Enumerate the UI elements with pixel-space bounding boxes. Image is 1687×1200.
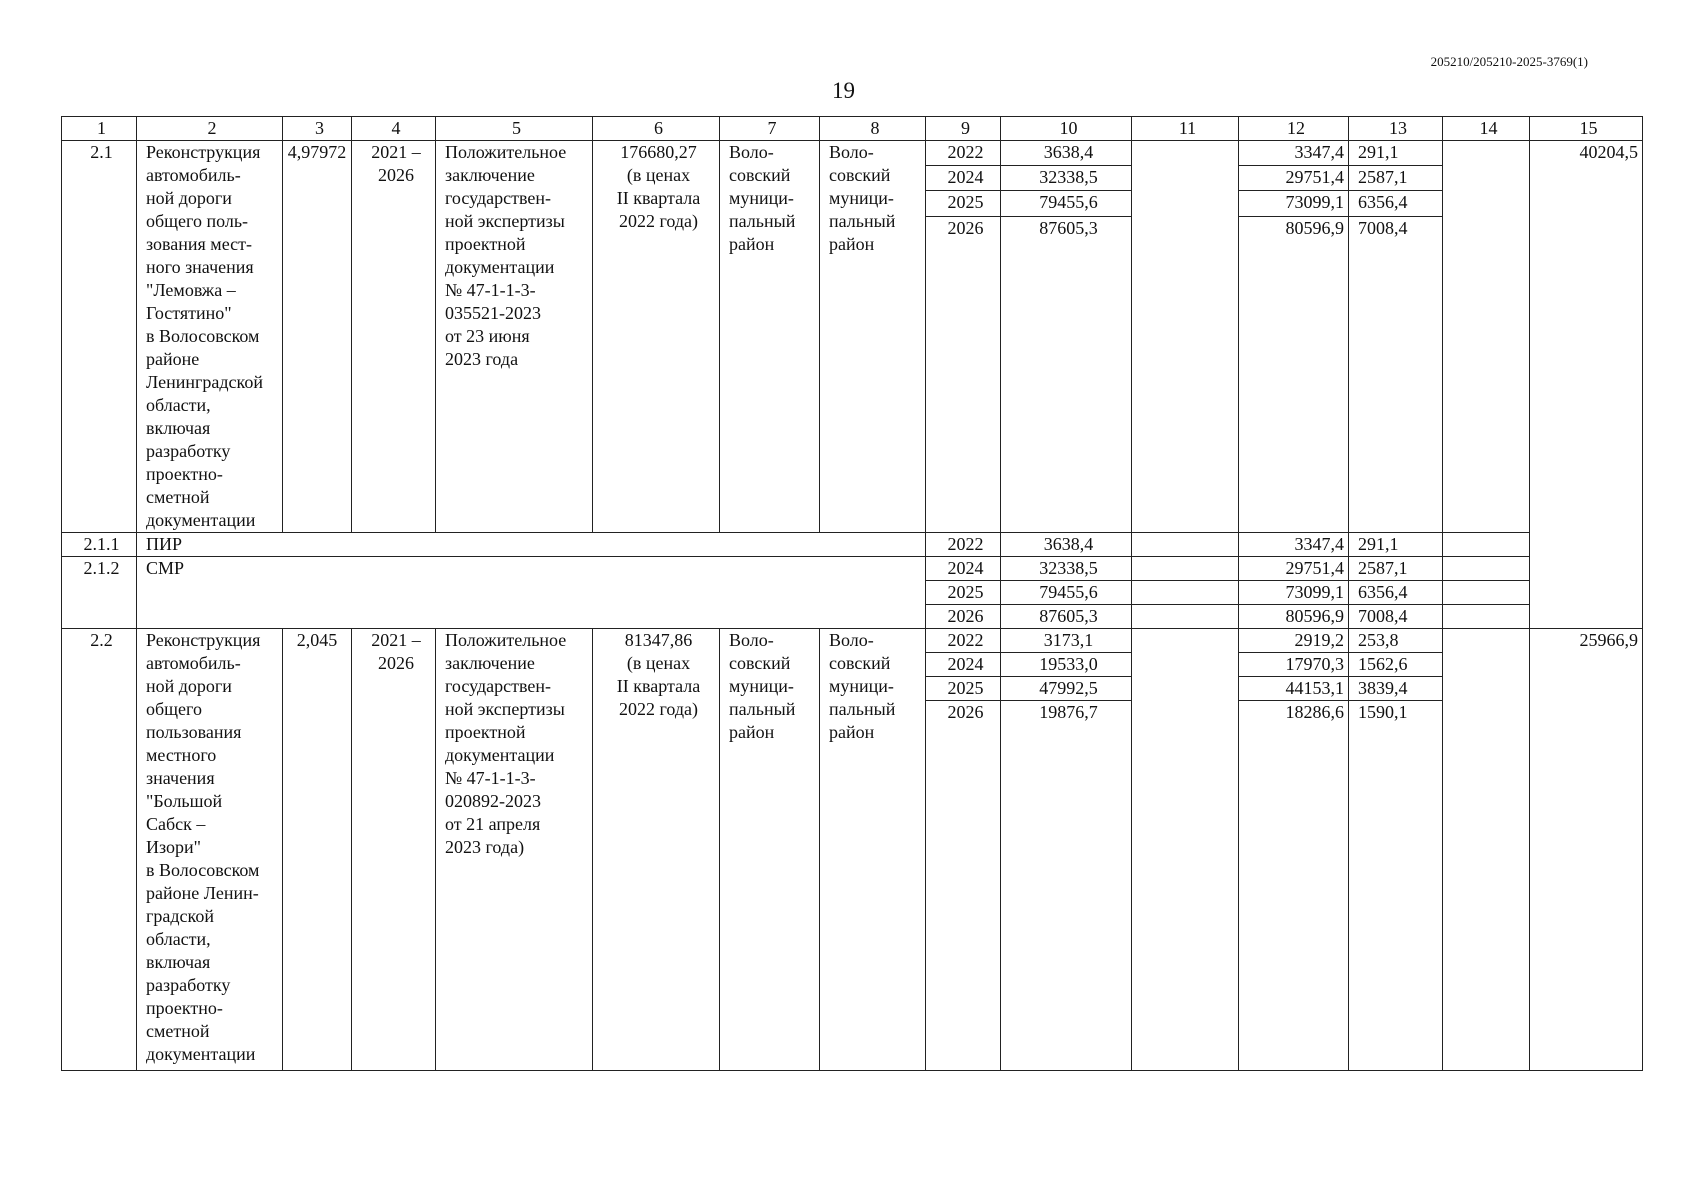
year-cell: 2022 (926, 141, 1001, 166)
expertise-basis: Положительное заключение государствен- ной экспертизы проектной документации № 47-1-1-3- 020892-2023 от 21 апреля 2023 года) (436, 629, 593, 1071)
local-budget-cell: 2587,1 (1349, 166, 1443, 191)
year-cell: 2022 (926, 629, 1001, 653)
local-budget-cell: 2587,1 (1349, 557, 1443, 581)
col15-value: 25966,9 (1530, 629, 1643, 1071)
document-number: 205210/205210-2025-3769(1) (1430, 54, 1588, 69)
empty-cell (1443, 629, 1530, 1071)
col-num: 3 (283, 117, 352, 141)
register-table (61, 116, 1643, 1071)
executor: Воло- совский муници- пальный район (820, 629, 926, 1071)
local-budget-cell: 1562,6 (1349, 653, 1443, 677)
local-budget-cell: 7008,4 (1349, 216, 1443, 532)
local-budget-cell: 6356,4 (1349, 581, 1443, 605)
col-num: 10 (1001, 117, 1132, 141)
col-num: 2 (137, 117, 283, 141)
table-row (62, 557, 1643, 581)
empty-cell (1132, 557, 1239, 581)
year-cell: 2025 (926, 581, 1001, 605)
row-number: 2.1 (62, 141, 137, 533)
table-row (62, 533, 1643, 557)
empty-cell (1132, 533, 1239, 557)
empty-cell (1132, 141, 1239, 533)
total-cell: 32338,5 (1001, 557, 1132, 581)
total-cell: 3638,4 (1001, 533, 1132, 557)
total-cell: 3638,4 (1001, 141, 1132, 166)
local-budget-cell: 3839,4 (1349, 677, 1443, 701)
total-cell: 47992,5 (1001, 677, 1132, 701)
col-num: 14 (1443, 117, 1530, 141)
work-type: СМР (137, 557, 926, 629)
col-num: 8 (820, 117, 926, 141)
regional-budget-cell: 29751,4 (1239, 166, 1349, 191)
total-cell: 19876,7 (1001, 701, 1132, 1071)
local-budget-cell: 7008,4 (1349, 605, 1443, 629)
regional-budget-cell: 3347,4 (1239, 141, 1349, 166)
total-cell: 79455,6 (1001, 191, 1132, 216)
year-cell: 2024 (926, 653, 1001, 677)
empty-cell (1443, 605, 1530, 629)
row-number: 2.1.1 (62, 533, 137, 557)
total-cell: 87605,3 (1001, 605, 1132, 629)
year-cell: 2026 (926, 605, 1001, 629)
total-cell: 79455,6 (1001, 581, 1132, 605)
total-cell: 19533,0 (1001, 653, 1132, 677)
empty-cell (1132, 629, 1239, 1071)
local-budget-cell: 291,1 (1349, 533, 1443, 557)
table-row (62, 629, 1643, 653)
year-cell: 2025 (926, 191, 1001, 216)
regional-budget-cell: 18286,6 (1239, 701, 1349, 1071)
col-num: 15 (1530, 117, 1643, 141)
col-num: 4 (352, 117, 436, 141)
year-cell: 2025 (926, 677, 1001, 701)
col-num: 12 (1239, 117, 1349, 141)
regional-budget-cell: 80596,9 (1239, 216, 1349, 532)
year-cell: 2024 (926, 166, 1001, 191)
estimated-cost: 176680,27 (в ценах II квартала 2022 года) (593, 141, 720, 533)
empty-cell (1443, 141, 1530, 533)
total-cell: 87605,3 (1001, 216, 1132, 532)
year-cell: 2026 (926, 216, 1001, 532)
empty-cell (1443, 581, 1530, 605)
object-name: Реконструкция автомобиль- ной дороги общего поль- зования мест- ного значения "Лемовжа – Гостятино" в Волосовском районе Ленинградской области, включая разработку проектно- сметной документации (137, 141, 283, 533)
table-row (62, 141, 1643, 166)
empty-cell (1443, 533, 1530, 557)
empty-cell (1443, 557, 1530, 581)
regional-budget-cell: 3347,4 (1239, 533, 1349, 557)
regional-budget-cell: 80596,9 (1239, 605, 1349, 629)
year-cell: 2026 (926, 701, 1001, 1071)
regional-budget-cell: 29751,4 (1239, 557, 1349, 581)
row-number: 2.2 (62, 629, 137, 1071)
row-number: 2.1.2 (62, 557, 137, 629)
regional-budget-cell: 17970,3 (1239, 653, 1349, 677)
estimated-cost: 81347,86 (в ценах II квартала 2022 года) (593, 629, 720, 1071)
regional-budget-cell: 73099,1 (1239, 581, 1349, 605)
expertise-basis: Положительное заключение государствен- ной экспертизы проектной документации № 47-1-1-3- 035521-2023 от 23 июня 2023 года (436, 141, 593, 533)
customer: Воло- совский муници- пальный район (720, 141, 820, 533)
period: 2021 – 2026 (352, 629, 436, 1071)
col-num: 7 (720, 117, 820, 141)
regional-budget-cell: 73099,1 (1239, 191, 1349, 216)
road-length: 4,97972 (283, 141, 352, 533)
col-num: 1 (62, 117, 137, 141)
page-number: 19 (832, 78, 855, 103)
executor: Воло- совский муници- пальный район (820, 141, 926, 533)
column-number-row (62, 117, 1643, 141)
year-cell: 2022 (926, 533, 1001, 557)
empty-cell (1132, 581, 1239, 605)
local-budget-cell: 253,8 (1349, 629, 1443, 653)
local-budget-cell: 291,1 (1349, 141, 1443, 166)
local-budget-cell: 6356,4 (1349, 191, 1443, 216)
col-num: 6 (593, 117, 720, 141)
work-type: ПИР (137, 533, 926, 557)
col15-value: 40204,5 (1530, 141, 1643, 629)
object-name: Реконструкция автомобиль- ной дороги общего пользования местного значения "Большой Сабск – Изори" в Волосовском районе Ленин- градской области, включая разработку проектно- сметной документации (137, 629, 283, 1071)
year-cell: 2024 (926, 557, 1001, 581)
road-length: 2,045 (283, 629, 352, 1071)
total-cell: 3173,1 (1001, 629, 1132, 653)
col-num: 13 (1349, 117, 1443, 141)
col-num: 9 (926, 117, 1001, 141)
regional-budget-cell: 2919,2 (1239, 629, 1349, 653)
customer: Воло- совский муници- пальный район (720, 629, 820, 1071)
regional-budget-cell: 44153,1 (1239, 677, 1349, 701)
local-budget-cell: 1590,1 (1349, 701, 1443, 1071)
total-cell: 32338,5 (1001, 166, 1132, 191)
period: 2021 – 2026 (352, 141, 436, 533)
empty-cell (1132, 605, 1239, 629)
col-num: 5 (436, 117, 593, 141)
col-num: 11 (1132, 117, 1239, 141)
